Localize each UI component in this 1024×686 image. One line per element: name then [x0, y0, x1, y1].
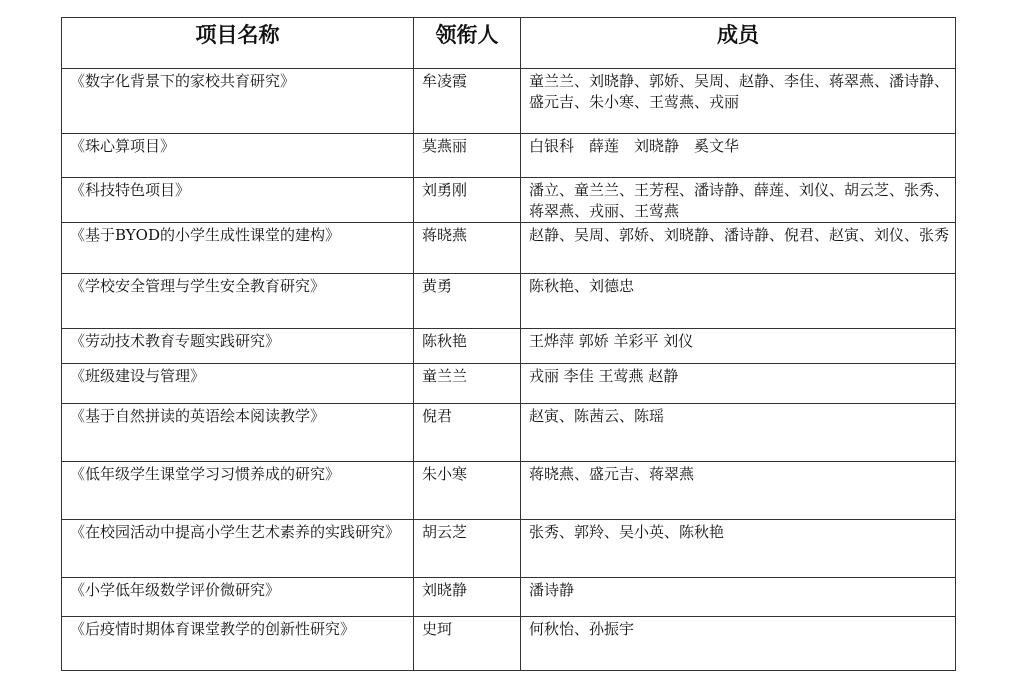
leader-cell: 刘晓静 [414, 578, 521, 617]
leader-cell: 莫燕丽 [414, 134, 521, 178]
members-cell: 陈秋艳、刘德忠 [521, 274, 956, 329]
table-row [62, 178, 956, 223]
members-cell: 童兰兰、刘晓静、郭娇、吴周、赵静、李佳、蒋翠燕、潘诗静、盛元吉、朱小寒、王莺燕、戎丽 [521, 69, 956, 134]
table-row [62, 134, 956, 178]
project-name-cell: 《珠心算项目》 [62, 134, 414, 178]
project-name-cell: 《劳动技术教育专题实践研究》 [62, 329, 414, 364]
table-row [62, 364, 956, 404]
table-row [62, 404, 956, 462]
table-row [62, 69, 956, 134]
project-name-cell: 《低年级学生课堂学习习惯养成的研究》 [62, 462, 414, 520]
header-project-name: 项目名称 [62, 18, 414, 69]
leader-cell: 蒋晓燕 [414, 223, 521, 274]
table-row [62, 578, 956, 617]
project-name-cell: 《小学低年级数学评价微研究》 [62, 578, 414, 617]
leader-cell: 朱小寒 [414, 462, 521, 520]
leader-cell: 史珂 [414, 617, 521, 671]
members-cell: 潘立、童兰兰、王芳程、潘诗静、薛莲、刘仪、胡云芝、张秀、蒋翠燕、戎丽、王莺燕 [521, 178, 956, 223]
project-name-cell: 《在校园活动中提高小学生艺术素养的实践研究》 [62, 520, 414, 578]
members-cell: 何秋怡、孙振宇 [521, 617, 956, 671]
leader-cell: 倪君 [414, 404, 521, 462]
members-cell: 赵静、吴周、郭娇、刘晓静、潘诗静、倪君、赵寅、刘仪、张秀 [521, 223, 956, 274]
header-members: 成员 [521, 18, 956, 69]
table-row [62, 329, 956, 364]
leader-cell: 陈秋艳 [414, 329, 521, 364]
table-row [62, 520, 956, 578]
project-table [61, 17, 956, 671]
members-cell: 张秀、郭羚、吴小英、陈秋艳 [521, 520, 956, 578]
table-row [62, 617, 956, 671]
project-name-cell: 《数字化背景下的家校共育研究》 [62, 69, 414, 134]
table-row [62, 462, 956, 520]
members-cell: 戎丽 李佳 王莺燕 赵静 [521, 364, 956, 404]
project-name-cell: 《科技特色项目》 [62, 178, 414, 223]
project-name-cell: 《后疫情时期体育课堂教学的创新性研究》 [62, 617, 414, 671]
members-cell: 蒋晓燕、盛元吉、蒋翠燕 [521, 462, 956, 520]
members-cell: 赵寅、陈茜云、陈瑶 [521, 404, 956, 462]
members-cell: 白银科 薛莲 刘晓静 奚文华 [521, 134, 956, 178]
project-name-cell: 《基于自然拼读的英语绘本阅读教学》 [62, 404, 414, 462]
leader-cell: 童兰兰 [414, 364, 521, 404]
project-name-cell: 《班级建设与管理》 [62, 364, 414, 404]
leader-cell: 刘勇刚 [414, 178, 521, 223]
project-name-cell: 《学校安全管理与学生安全教育研究》 [62, 274, 414, 329]
members-cell: 潘诗静 [521, 578, 956, 617]
leader-cell: 胡云芝 [414, 520, 521, 578]
table-row [62, 274, 956, 329]
project-name-cell: 《基于BYOD的小学生成性课堂的建构》 [62, 223, 414, 274]
leader-cell: 牟凌霞 [414, 69, 521, 134]
header-row [62, 18, 956, 69]
table-row [62, 223, 956, 274]
header-leader: 领衔人 [414, 18, 521, 69]
members-cell: 王烨萍 郭娇 羊彩平 刘仪 [521, 329, 956, 364]
leader-cell: 黄勇 [414, 274, 521, 329]
